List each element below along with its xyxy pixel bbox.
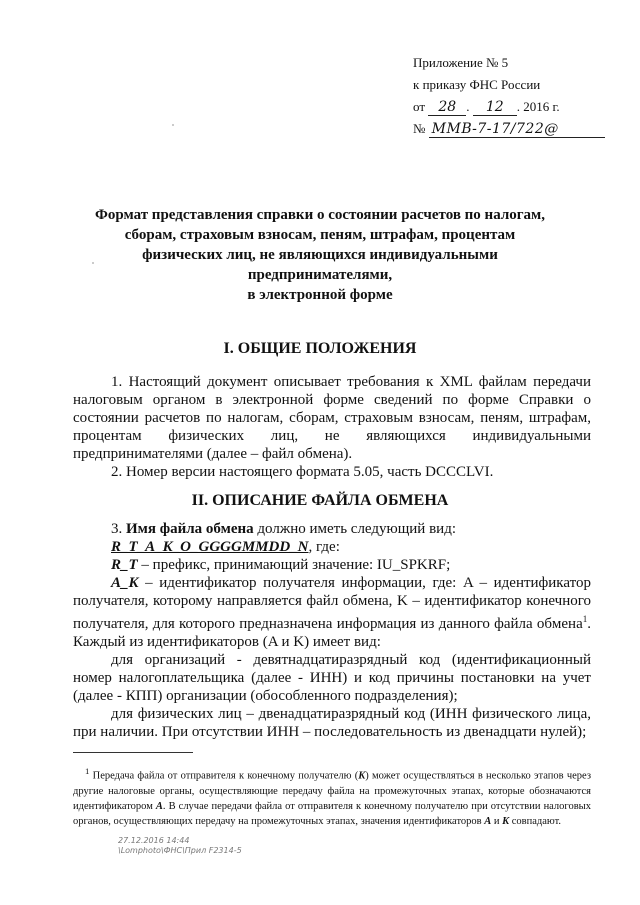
fn-part: ) может осуществляться в несколько этапов через другие налоговые органы, осуществляющие передачу файла на промежуточных этапах, которые обозначаются идентификатором: [73, 770, 591, 812]
p3-text: должно иметь следующий вид:: [253, 521, 456, 537]
p3-number: 3.: [111, 521, 126, 537]
file-name-pattern: [73, 538, 591, 556]
fn-part: Передача файла от отправителя к конечному получателю (: [89, 770, 359, 782]
rt-text: – префикс, принимающий значение: IU_SPKRF;: [137, 557, 451, 573]
file-name-term: Имя файла обмена: [126, 521, 254, 537]
stamp-line-2: \Lomphoto\ФНС\Прил F2314-5: [118, 846, 242, 855]
ak-text: – идентификатор получателя информации, где: A – идентификатор получателя, которому направляется файл обмена, K – идентификатор конечного получателя, для которого предназначена информация из данного файла обмена: [73, 575, 591, 632]
pattern-suffix: , где:: [308, 539, 340, 555]
section-2-body: [73, 520, 591, 741]
handwritten-order-number: ММВ-7-17/722@: [429, 121, 605, 138]
prefix-definition: [73, 556, 591, 574]
appendix-line-2: к приказу ФНС России: [413, 77, 541, 92]
date-year: 2016 г.: [523, 99, 560, 114]
title-line-3: физических лиц, не являющихся индивидуальными: [142, 247, 498, 263]
fn-part: . В случае передачи файла от отправителя к конечному получателю при отсутствии налоговых органов, осуществляющих передачу на промежуточных этапах, значения идентификаторов: [73, 800, 591, 827]
section-2-heading: II. ОПИСАНИЕ ФАЙЛА ОБМЕНА: [191, 492, 449, 509]
pattern-code: R_T_A_K_O_GGGGMMDD_N: [111, 539, 309, 555]
fn-part: совпадают.: [509, 815, 562, 827]
title-line-5: в электронной форме: [247, 287, 393, 303]
section-1-heading: I. ОБЩИЕ ПОЛОЖЕНИЯ: [223, 340, 417, 357]
paragraph-1: 1. Настоящий документ описывает требования к XML файлам передачи налоговым органом в электронной форме сведений по форме Справки о состоянии расчетов по налогам, сборам, страховым взносам, пеням, штрафам, процентам физических лиц, не являющихся индивидуальными предпринимателями (далее – файл обмена).: [73, 374, 591, 462]
footnote-divider: [73, 752, 193, 753]
stamp-line-1: 27.12.2016 14:44: [118, 836, 190, 845]
identifier-definition: [73, 574, 591, 651]
title-line-2: сборам, страховым взносам, пеням, штрафам, процентам: [124, 227, 516, 243]
handwritten-day: 28: [428, 99, 466, 116]
section-1-body: [73, 373, 591, 481]
appendix-line-1: Приложение № 5: [413, 55, 509, 70]
fn-a: A: [484, 815, 492, 827]
footnote-ref[interactable]: 1: [582, 614, 588, 624]
handwritten-month: 12: [473, 99, 517, 116]
paragraph-3: [73, 520, 591, 538]
print-stamp: [118, 836, 242, 856]
ak-text-2: . Каждый из идентификаторов (A и K) имеет вид:: [73, 616, 591, 650]
appendix-block: [413, 52, 605, 140]
number-prefix: №: [413, 121, 426, 136]
date-prefix: от: [413, 99, 426, 114]
title-line-4: предпринимателями,: [247, 267, 393, 283]
footnote-text: [73, 764, 591, 829]
title-line-1: Формат представления справки о состоянии расчетов по налогам,: [94, 207, 546, 223]
scan-speck: [172, 124, 174, 126]
appendix-date: от 28 . 12 . 2016 г.: [413, 99, 560, 115]
fn-k: K: [358, 770, 366, 782]
paragraph-2: 2. Номер версии настоящего формата 5.05, часть DCCCLVI.: [111, 464, 494, 480]
org-identifier-paragraph: для организаций - девятнадцатиразрядный код (идентификационный номер налогоплательщика (далее - ИНН) и код причины постановки на учет (далее - КПП) организации (обособленного подразделения);: [73, 652, 591, 704]
appendix-number: [413, 118, 605, 140]
rt-term: R_T: [111, 557, 138, 573]
footnote: [73, 764, 591, 829]
fn-part: и: [491, 815, 503, 827]
fn-a: A: [155, 800, 163, 812]
ak-term: A_K: [111, 575, 139, 591]
person-identifier-paragraph: для физических лиц – двенадцатиразрядный код (ИНН физического лица, при наличии. При отсутствии ИНН – последовательность из двенадцати нулей);: [73, 706, 591, 740]
document-title: [90, 205, 550, 305]
fn-k: K: [502, 815, 510, 827]
footnote-mark: 1: [85, 766, 90, 776]
